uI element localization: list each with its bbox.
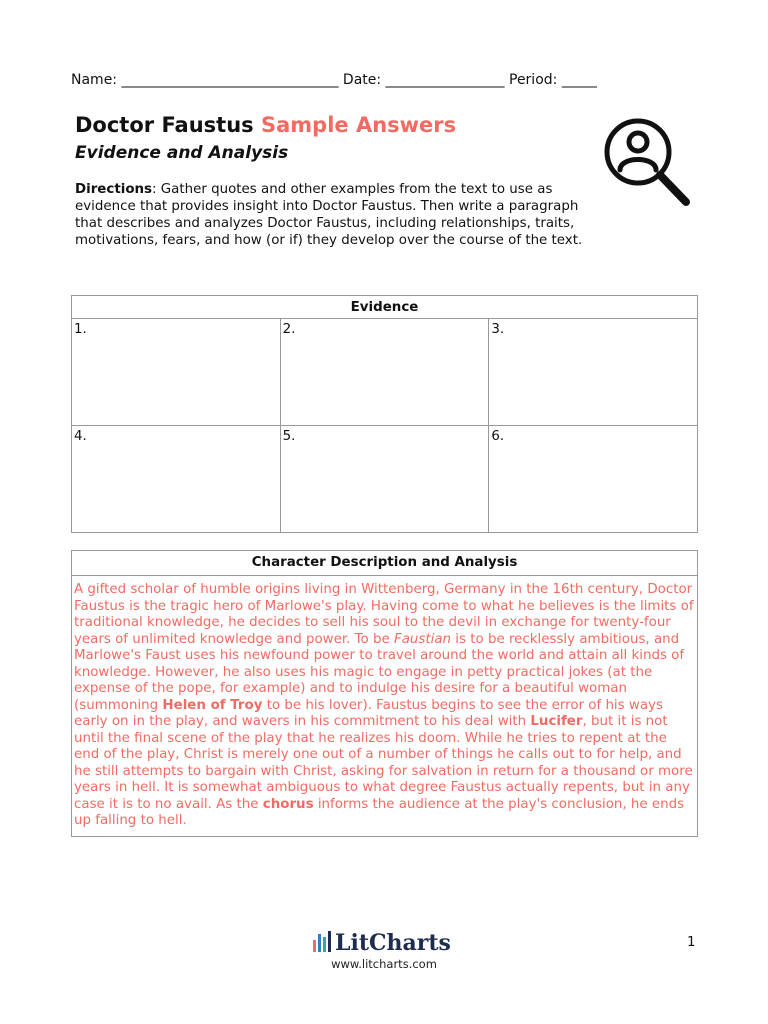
page-title — [75, 113, 456, 137]
analysis-text — [72, 576, 697, 836]
site-url[interactable]: www.litcharts.com — [331, 957, 437, 971]
analysis-segment: , but it is not until the final scene of the play that he realizes his doom. While he tries to repent at the end of the play, Christ is merely one out of a number of things he calls out to for help, and he still attempts to bargain with Christ, asking for salvation in return for a thousand or more years in hell. It is somewhat ambiguous to what degree Faustus actually repents, but in any case it is to no avail. As the — [74, 714, 693, 812]
directions-text: : Gather quotes and other examples from the text to use as evidence that provides insight into Doctor Faustus. Then write a paragraph that describes and analyzes Doctor Faustus, including relationships, traits, motivations, fears, and how (or if) they develop over the course of the text. — [75, 182, 583, 248]
title-accent: Sample Answers — [260, 113, 457, 137]
evidence-header: Evidence — [72, 296, 698, 319]
evidence-cell[interactable]: 1. — [72, 319, 281, 426]
directions-label: Directions — [75, 182, 153, 197]
analysis-segment: informs the audience at the play's conclusion, he ends up falling to hell. — [74, 796, 685, 828]
search-person-icon — [600, 114, 696, 210]
page-subtitle: Evidence and Analysis — [75, 143, 289, 163]
litcharts-logo[interactable] — [313, 930, 451, 955]
evidence-cell[interactable]: 5. — [280, 426, 489, 533]
evidence-table — [71, 295, 698, 533]
analysis-segment: is to be recklessly ambitious, and Marlowe's Faust uses his newfound power to travel around the world and attain all kinds of knowledge. However, he also uses his magic to engage in petty practical jokes (at the expense of the pope, for example) and to indulge his desire for a beautiful woman (summoning — [74, 631, 685, 713]
litcharts-bars-icon — [313, 930, 331, 952]
analysis-segment: A gifted scholar of humble origins living in Wittenberg, Germany in the 16th century, Doctor Faustus is the tragic hero of Marlowe's play. Having come to what he believes is the limits of traditional knowledge, he decides to sell his soul to the devil in exchange for twenty-four years of unlimited knowledge and power. To be — [74, 582, 694, 647]
evidence-cell[interactable]: 3. — [489, 319, 698, 426]
character-link-chorus[interactable]: chorus — [262, 796, 314, 812]
evidence-cell[interactable]: 4. — [72, 426, 281, 533]
page-number: 1 — [687, 935, 696, 950]
analysis-segment: to be his lover). Faustus begins to see the error of his ways early on in the play, and wavers in his commitment to his deal with — [74, 697, 663, 729]
analysis-box — [71, 550, 698, 837]
student-info-line: Name: _______________________________ Date: _________________ Period: _____ — [71, 72, 597, 88]
logo-text: LitCharts — [335, 930, 451, 956]
title-main: Doctor Faustus — [75, 113, 254, 137]
character-link-helen[interactable]: Helen of Troy — [162, 697, 263, 713]
character-link-lucifer[interactable]: Lucifer — [530, 714, 583, 729]
analysis-italic-term: Faustian — [394, 631, 452, 647]
evidence-cell[interactable]: 2. — [280, 319, 489, 426]
evidence-cell[interactable]: 6. — [489, 426, 698, 533]
directions — [75, 181, 590, 249]
analysis-header: Character Description and Analysis — [72, 551, 697, 576]
